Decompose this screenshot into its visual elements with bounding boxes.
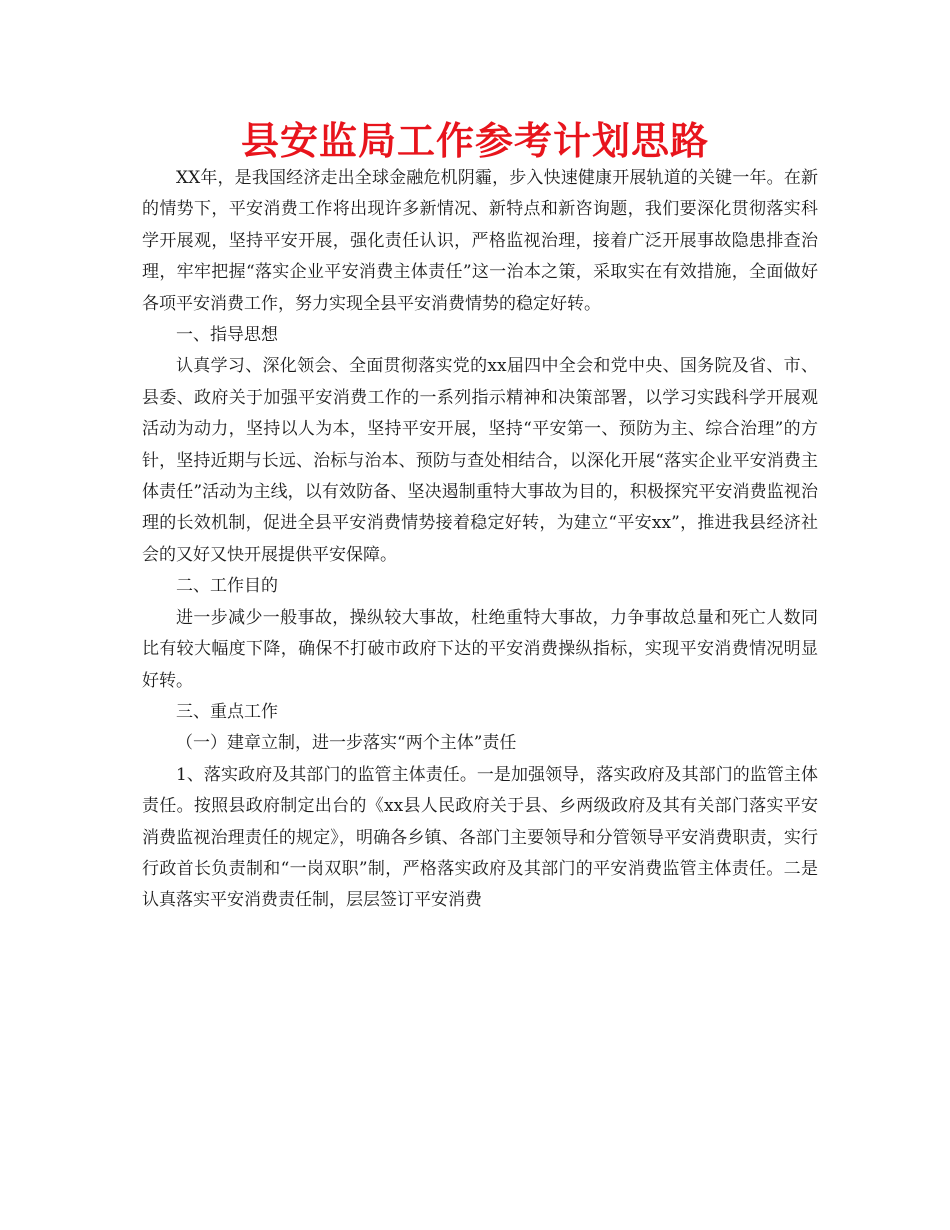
document-title: 县安监局工作参考计划思路 xyxy=(240,119,709,163)
subsection-heading: （一）建章立制，进一步落实“两个主体”责任 xyxy=(176,733,517,754)
guiding-thought-paragraph: 认真学习、深化领会、全面贯彻落实党的xx届四中全会和党中央、国务院及省、市、县委、政府关于加强平安消费工作的一系列指示精神和决策部署，以学习实践科学开展观活动为动力，坚持以人为本，坚持平安开展，坚持“平安第一、预防为主、综合治理”的方针，坚持近期与长远、治标与治本、预防与查处相结合，以深化开展“落实企业平安消费主体责任”活动为主线，以有效防备、坚决遏制重特大事故为目的，积极探究平安消费监视治理的长效机制，促进全县平安消费情势接着稳定好转，为建立“平安xx”，推进我县经济社会的又好又快开展提供平安保障。 xyxy=(142,356,818,565)
section-heading-guiding-thought: 一、指导思想 xyxy=(176,325,278,346)
intro-paragraph: XX年，是我国经济走出全球金融危机阴霾，步入快速健康开展轨道的关键一年。在新的情势下，平安消费工作将出现许多新情况、新特点和新咨询题，我们要深化贯彻落实科学开展观，坚持平安开展，强化责任认识，严格监视治理，接着广泛开展事故隐患排查治理，牢牢把握“落实企业平安消费主体责任”这一治本之策，采取实在有效措施，全面做好各项平安消费工作，努力实现全县平安消费情势的稳定好转。 xyxy=(142,168,818,314)
work-goal-paragraph: 进一步减少一般事故，操纵较大事故，杜绝重特大事故，力争事故总量和死亡人数同比有较大幅度下降，确保不打破市政府下达的平安消费操纵指标，实现平安消费情况明显好转。 xyxy=(142,607,818,691)
section-heading-work-goal: 二、工作目的 xyxy=(176,576,278,597)
section-heading-key-work: 三、重点工作 xyxy=(176,701,278,722)
key-work-paragraph: 1、落实政府及其部门的监管主体责任。一是加强领导，落实政府及其部门的监管主体责任。按照县政府制定出台的《xx县人民政府关于县、乡两级政府及其有关部门落实平安消费监视治理责任的规定》，明确各乡镇、各部门主要领导和分管领导平安消费职责，实行行政首长负责制和“一岗双职”制，严格落实政府及其部门的平安消费监管主体责任。二是认真落实平安消费责任制，层层签订平安消费 xyxy=(142,764,818,911)
document-body xyxy=(142,163,818,917)
